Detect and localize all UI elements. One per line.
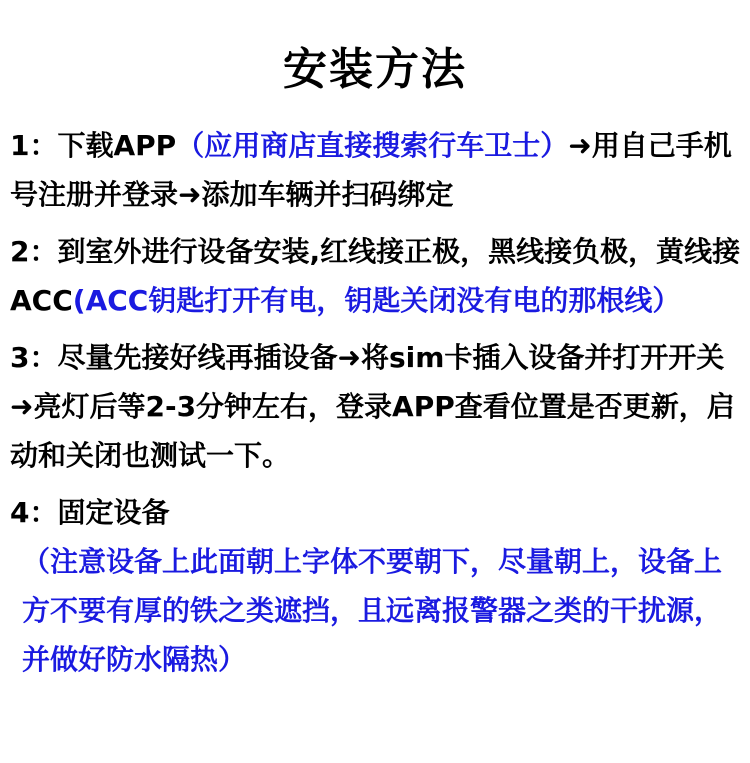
- step-3-text: [10, 333, 745, 480]
- step-1: [10, 121, 745, 219]
- step-4: [10, 488, 745, 684]
- step-1-text: [10, 121, 745, 219]
- step-2-note: (ACC钥匙打开有电，钥匙关闭没有电的那根线）: [72, 284, 681, 317]
- step-1-mid: 用自己手机号注册并登录: [10, 129, 732, 211]
- step-1-note: （应用商店直接搜索行车卫士）: [176, 129, 569, 162]
- step-3-tail: 亮灯后等2-3分钟左右，登录APP查看位置是否更新，启动和关闭也测试一下。: [10, 390, 735, 472]
- step-2: [10, 227, 745, 325]
- step-3-prefix: 3：尽量先接好线再插设备: [10, 341, 338, 374]
- step-1-prefix: 1：下载APP: [10, 129, 177, 162]
- step-4-note: （注意设备上此面朝上字体不要朝下，尽量朝上，设备上方不要有厚的铁之类遮挡，且远离报警器之类的干扰源，并做好防水隔热）: [22, 545, 723, 676]
- step-3: [10, 333, 745, 480]
- page-title: 安装方法: [283, 44, 467, 95]
- arrow-icon: ➜: [568, 129, 592, 162]
- arrow-icon: ➜: [10, 390, 34, 423]
- step-3-mid: 将sim卡插入设备并打开开关: [360, 341, 725, 374]
- step-4-heading: 4：固定设备: [10, 496, 170, 529]
- step-2-prefix: 2：到室外进行设备安装,红线接正极，黑线接负极，黄线接ACC: [10, 235, 741, 317]
- step-2-text: [10, 227, 745, 325]
- arrow-icon: ➜: [337, 341, 361, 374]
- instruction-steps: [10, 121, 745, 692]
- arrow-icon: ➜: [178, 178, 202, 211]
- step-1-tail: 添加车辆并扫码绑定: [201, 178, 454, 211]
